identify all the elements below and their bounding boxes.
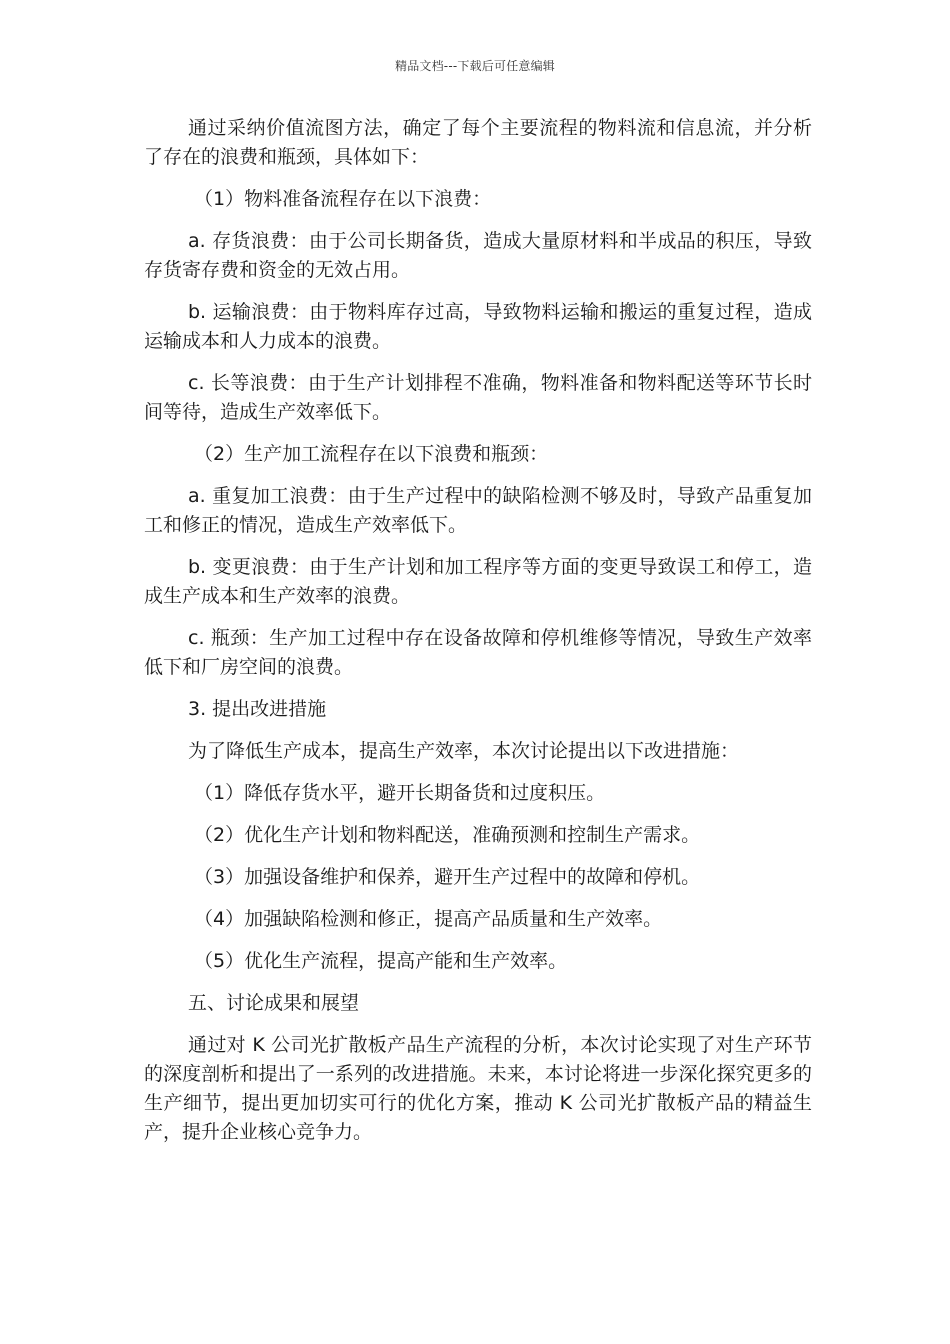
- list-heading-material-prep: （1）物料准备流程存在以下浪费：: [194, 188, 492, 210]
- list-item-improvement-1: （1）降低存货水平，避开长期备货和过度积压。: [194, 782, 606, 804]
- list-item-improvement-3: （3）加强设备维护和保养，避开生产过程中的故障和停机。: [194, 866, 701, 888]
- page-header: 精品文档---下载后可任意编辑: [395, 59, 555, 73]
- list-item-improvement-4: （4）加强缺陷检测和修正，提高产品质量和生产效率。: [194, 908, 663, 930]
- paragraph-transport-waste: b. 运输浪费：由于物料库存过高，导致物料运输和搬运的重复过程，造成运输成本和人力成本的浪费。: [144, 301, 812, 352]
- paragraph-intro: 通过采纳价值流图方法，确定了每个主要流程的物料流和信息流，并分析了存在的浪费和瓶颈，具体如下：: [144, 117, 812, 168]
- document-body: [144, 114, 812, 1160]
- section-heading-results: 五、讨论成果和展望: [188, 992, 360, 1014]
- paragraph-change-waste: b. 变更浪费：由于生产计划和加工程序等方面的变更导致误工和停工，造成生产成本和生产效率的浪费。: [144, 556, 812, 607]
- paragraph-inventory-waste: a. 存货浪费：由于公司长期备货，造成大量原材料和半成品的积压，导致存货寄存费和资金的无效占用。: [144, 230, 812, 281]
- list-item-improvement-2: （2）优化生产计划和物料配送，准确预测和控制生产需求。: [194, 824, 701, 846]
- paragraph-waiting-waste: c. 长等浪费：由于生产计划排程不准确，物料准备和物料配送等环节长时间等待，造成生产效率低下。: [144, 372, 812, 423]
- section-heading-improvements: 3. 提出改进措施: [188, 698, 327, 720]
- paragraph-bottleneck: c. 瓶颈：生产加工过程中存在设备故障和停机维修等情况，导致生产效率低下和厂房空间的浪费。: [144, 627, 812, 678]
- paragraph-rework-waste: a. 重复加工浪费：由于生产过程中的缺陷检测不够及时，导致产品重复加工和修正的情况，造成生产效率低下。: [144, 485, 812, 536]
- list-item-improvement-5: （5）优化生产流程，提高产能和生产效率。: [194, 950, 568, 972]
- list-heading-production: （2）生产加工流程存在以下浪费和瓶颈：: [194, 443, 549, 465]
- paragraph-improvements-intro: 为了降低生产成本，提高生产效率，本次讨论提出以下改进措施：: [188, 740, 740, 762]
- paragraph-conclusion: 通过对 K 公司光扩散板产品生产流程的分析，本次讨论实现了对生产环节的深度剖析和提出了一系列的改进措施。未来，本讨论将进一步深化探究更多的生产细节，提出更加切实可行的优化方案，推动 K 公司光扩散板产品的精益生产，提升企业核心竞争力。: [144, 1034, 812, 1143]
